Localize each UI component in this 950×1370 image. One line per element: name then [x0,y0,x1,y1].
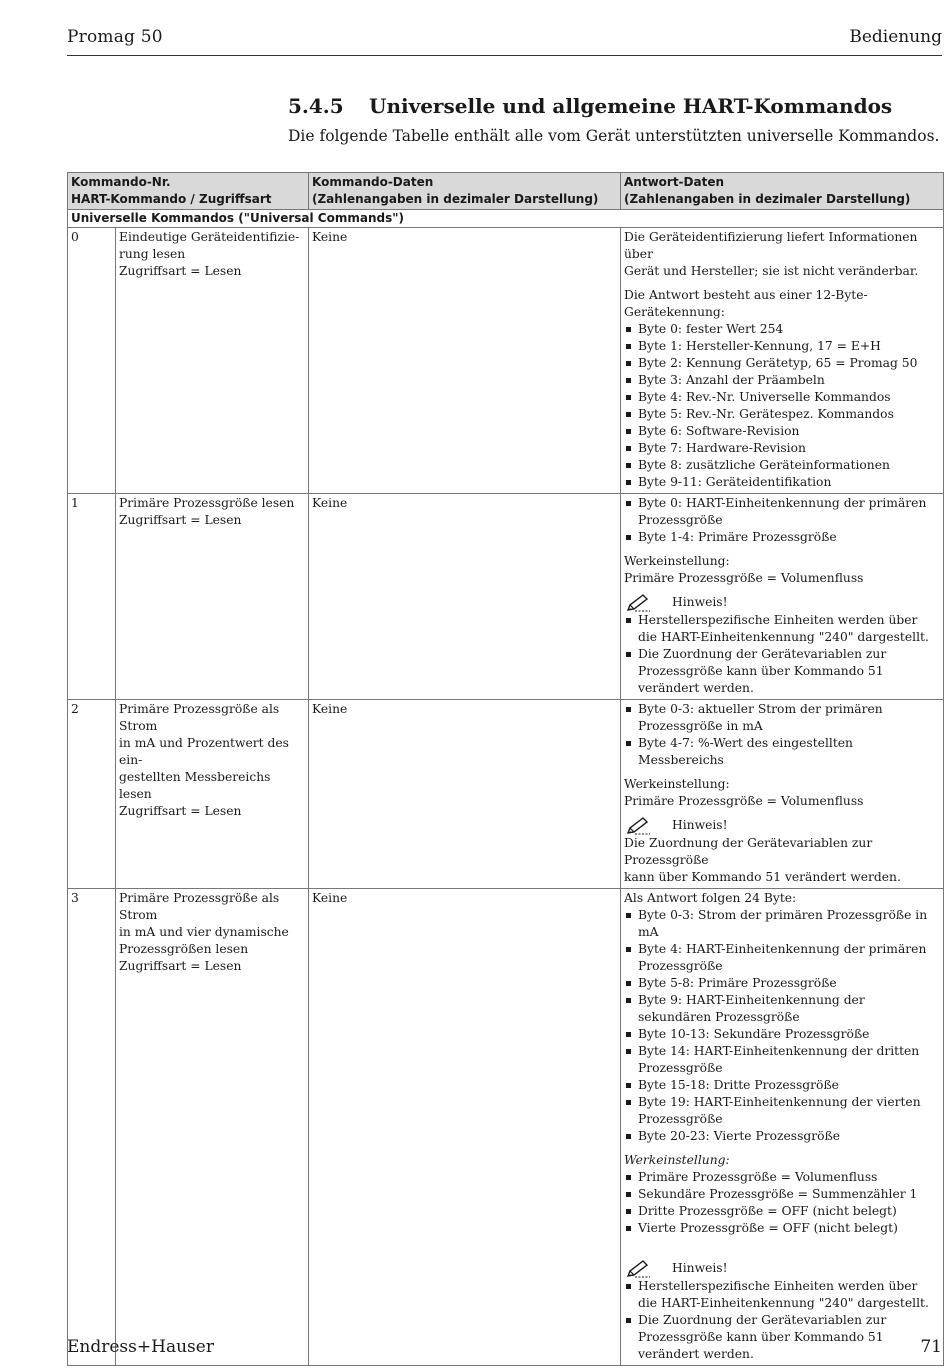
command-number: 3 [68,889,116,1366]
list-item: Byte 2: Kennung Gerätetyp, 65 = Promag 50 [624,355,940,372]
hart-commands-table [67,172,944,1366]
note-bullet-list [624,1278,940,1363]
section-number: 5.4.5 [288,94,344,118]
response-bullet-list [624,907,940,1145]
note-heading [624,594,940,612]
pencil-note-icon [625,816,651,836]
factory-setting-value: Primäre Prozessgröße = Volumenfluss [624,571,864,585]
list-item: Byte 7: Hardware-Revision [624,440,940,457]
list-item: Dritte Prozessgröße = OFF (nicht belegt) [624,1203,940,1220]
command-number: 2 [68,700,116,889]
command-number: 0 [68,228,116,494]
header-response-data [621,173,944,210]
pencil-note-icon [625,593,651,613]
command-name: Primäre Prozessgröße als Strom in mA und vier dynamische Prozessgrößen lesen Zugriffsart = Lesen [116,889,309,1366]
list-item: Byte 8: zusätzliche Geräteinformationen [624,457,940,474]
command-data: Keine [309,700,621,889]
header-response-title: Antwort-Daten [624,175,725,189]
list-item: Byte 6: Software-Revision [624,423,940,440]
note-text: Die Zuordnung der Gerätevariablen zur Prozessgröße [624,836,873,867]
factory-setting-label: Werkeinstellung: [624,554,730,568]
factory-setting-label: Werkeinstellung: [624,777,730,791]
factory-setting-label: Werkeinstellung: [624,1153,730,1167]
table-row [68,700,944,889]
list-item: Byte 5: Rev.-Nr. Gerätespez. Kommandos [624,406,940,423]
command-data: Keine [309,889,621,1366]
table-header-row [68,173,944,210]
response-data [621,494,944,700]
note-heading [624,1260,940,1278]
list-item: Byte 1: Hersteller-Kennung, 17 = E+H [624,338,940,355]
response-data: Als Antwort folgen 24 Byte: Byte 0-3: Strom der primären Prozessgröße in mA Byte 4: HART-Einheitenkennung der primären Prozessgröße Byte 5-8: Primäre Prozessgröße Byte 9: HART-Einheitenkennung der sekundären Prozessgröße Byte 10-13: Sekundäre Prozessgröße Byte 14: HART-Einheitenkennung der dritten Prozessgröße Byte 15-18: Dritte Prozessgröße Byte 19: HART-Einheitenkennung der vierten Prozessgröße Byte 20-23: Vierte Prozessgröße Werkeinstellung: Primäre Prozessgröße = Volumenfluss Sekundäre Prozessgröße = Summenzähler 1 Dritte Prozessgröße = OFF (nicht belegt) Vierte Prozessgröße = OFF (nicht belegt) Hinweis! Herstellerspezifische Einheiten werden über die HART-Einheitenkennung "240" dargestellt. Die Zuordnung der Gerätevariablen zur Prozessgröße kann über Kommando 51 verändert werden. [621,889,944,1366]
list-item: Byte 0: fester Wert 254 [624,321,940,338]
list-item: Die Zuordnung der Gerätevariablen zur Prozessgröße kann über Kommando 51 verändert werden. [624,1312,940,1363]
note-bullet-list [624,612,940,697]
header-rule [67,55,942,56]
header-command-data [309,173,621,210]
list-item: Byte 20-23: Vierte Prozessgröße [624,1128,940,1145]
response-data: Die Geräteidentifizierung liefert Informationen über Gerät und Hersteller; sie ist nicht veränderbar. Die Antwort besteht aus einer 12-Byte-Gerätekennung: Byte 0: fester Wert 254 Byte 1: Hersteller-Kennung, 17 = E+H Byte 2: Kennung Gerätetyp, 65 = Promag 50 Byte 3: Anzahl der Präambeln Byte 4: Rev.-Nr. Universelle Kommandos Byte 5: Rev.-Nr. Gerätespez. Kommandos Byte 6: Software-Revision Byte 7: Hardware-Revision Byte 8: zusätzliche Geräteinformationen Byte 9-11: Geräteidentifikation [621,228,944,494]
group-row [68,210,944,228]
pencil-note-icon [625,1259,651,1279]
list-item: Byte 4: HART-Einheitenkennung der primären Prozessgröße [624,941,940,975]
command-data: Keine [309,228,621,494]
list-item: Byte 9-11: Geräteidentifikation [624,474,940,491]
group-label: Universelle Kommandos ("Universal Commands") [68,210,944,228]
header-response-note: (Zahlenangaben in dezimaler Darstellung) [624,192,911,206]
list-item: Sekundäre Prozessgröße = Summenzähler 1 [624,1186,940,1203]
list-item: Byte 15-18: Dritte Prozessgröße [624,1077,940,1094]
table-row [68,228,944,494]
command-name: Eindeutige Geräteidentifizie- rung lesen Zugriffsart = Lesen [116,228,309,494]
factory-setting-list [624,1169,940,1237]
list-item: Byte 5-8: Primäre Prozessgröße [624,975,940,992]
list-item: Primäre Prozessgröße = Volumenfluss [624,1169,940,1186]
list-item: Byte 0: HART-Einheitenkennung der primären Prozessgröße [624,495,940,529]
response-data [621,700,944,889]
list-item: Byte 9: HART-Einheitenkennung der sekundären Prozessgröße [624,992,940,1026]
list-item: Byte 10-13: Sekundäre Prozessgröße [624,1026,940,1043]
section-intro: Die folgende Tabelle enthält alle vom Gerät unterstützten universelle Kommandos. [288,127,940,145]
list-item: Byte 0-3: aktueller Strom der primären Prozessgröße in mA [624,701,940,735]
section-heading [288,94,892,118]
header-command-access: HART-Kommando / Zugriffsart [71,192,272,206]
factory-setting-value: Primäre Prozessgröße = Volumenfluss [624,794,864,808]
list-item: Herstellerspezifische Einheiten werden über die HART-Einheitenkennung "240" dargestellt. [624,612,940,646]
footer-company: Endress+Hauser [67,1337,214,1357]
note-heading [624,817,940,835]
response-bullet-list [624,495,940,546]
command-name: Primäre Prozessgröße als Strom in mA und Prozentwert des ein- gestellten Messbereichs lesen Zugriffsart = Lesen [116,700,309,889]
running-header-chapter: Bedienung [849,27,942,47]
header-command-nr: Kommando-Nr. [71,175,171,189]
note-label: Hinweis! [672,1261,728,1275]
list-item: Byte 0-3: Strom der primären Prozessgröße in mA [624,907,940,941]
header-command [68,173,309,210]
list-item: Byte 4: Rev.-Nr. Universelle Kommandos [624,389,940,406]
table-row [68,494,944,700]
section-title: Universelle und allgemeine HART-Kommandos [369,94,893,118]
list-item: Byte 4-7: %-Wert des eingestellten Messbereichs [624,735,940,769]
list-item: Vierte Prozessgröße = OFF (nicht belegt) [624,1220,940,1237]
list-item: Byte 19: HART-Einheitenkennung der vierten Prozessgröße [624,1094,940,1128]
command-name: Primäre Prozessgröße lesen Zugriffsart = Lesen [116,494,309,700]
header-command-data-title: Kommando-Daten [312,175,434,189]
response-bullet-list [624,701,940,769]
list-item: Herstellerspezifische Einheiten werden über die HART-Einheitenkennung "240" dargestellt. [624,1278,940,1312]
note-label: Hinweis! [672,818,728,832]
page-number: 71 [920,1337,942,1357]
response-bullet-list [624,321,940,491]
list-item: Byte 14: HART-Einheitenkennung der dritten Prozessgröße [624,1043,940,1077]
list-item: Byte 3: Anzahl der Präambeln [624,372,940,389]
list-item: Die Zuordnung der Gerätevariablen zur Prozessgröße kann über Kommando 51 verändert werden. [624,646,940,697]
running-header-product: Promag 50 [67,27,163,47]
table-row [68,889,944,1366]
command-data: Keine [309,494,621,700]
command-number: 1 [68,494,116,700]
header-command-data-note: (Zahlenangaben in dezimaler Darstellung) [312,192,599,206]
note-label: Hinweis! [672,595,728,609]
list-item: Byte 1-4: Primäre Prozessgröße [624,529,940,546]
note-text: kann über Kommando 51 verändert werden. [624,870,901,884]
